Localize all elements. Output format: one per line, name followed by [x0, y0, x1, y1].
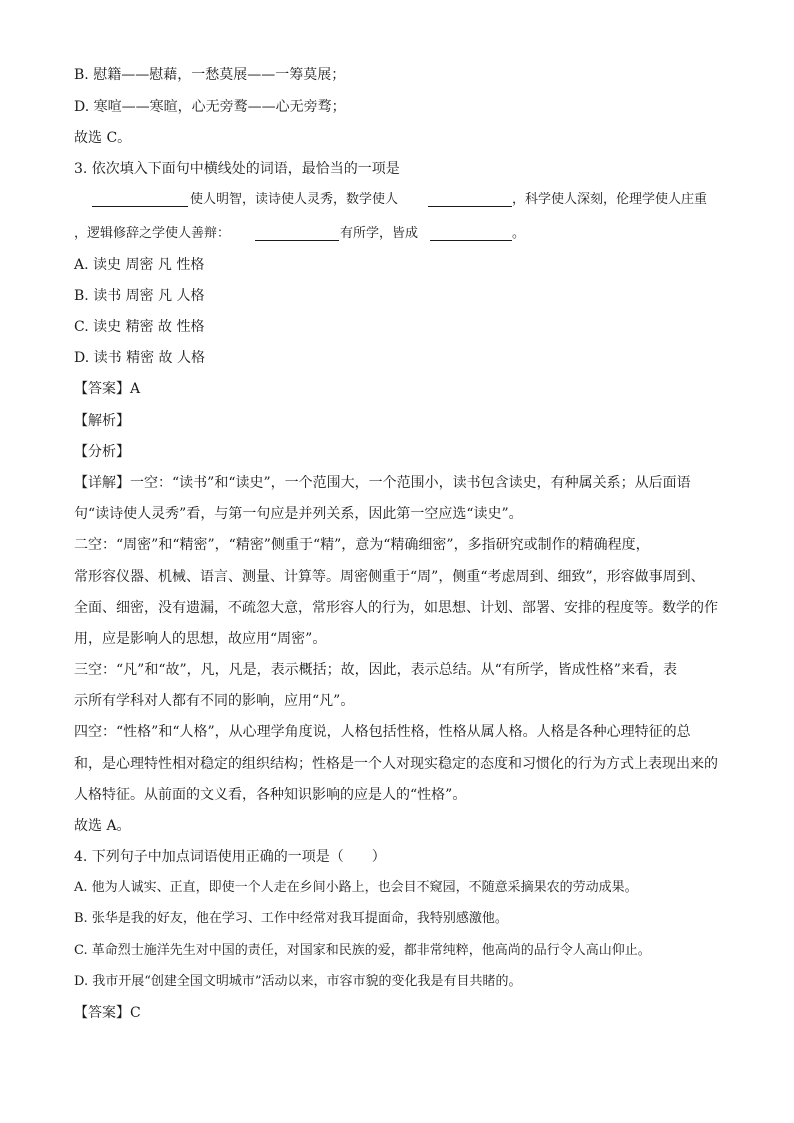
q4-option-c: C. 革命烈士施洋先生对中国的责任，对国家和民族的爱，都非常纯粹，他高尚的品行令人高山仰止。 — [74, 943, 651, 958]
q2-conclusion: 故选 C。 — [74, 130, 132, 146]
q3-blank-3 — [255, 240, 339, 241]
q3-detail-line: 和，是心理特性相对稳定的组织结构；性格是一个人对现实稳定的态度和习惯化的行为方式上表现出来的 — [74, 756, 718, 772]
q2-option-b: B. 慰籍——慰藉，一愁莫展——一筹莫展； — [74, 67, 346, 83]
q3-stem: 3. 依次填入下面句中横线处的词语，最恰当的一项是 — [74, 161, 400, 177]
q3-sample-part1: 使人明智，读诗使人灵秀，数学使人 — [190, 192, 399, 207]
q3-blank-1 — [92, 206, 188, 207]
q3-analysis-label: 【解析】 — [74, 413, 130, 429]
q3-option-a: A. 读史 周密 凡 性格 — [74, 257, 205, 273]
q4-option-b: B. 张华是我的好友，他在学习、工作中经常对我耳提面命，我特别感激他。 — [74, 911, 508, 926]
q3-blank-4 — [430, 240, 512, 241]
q4-stem: 4. 下列句子中加点词语使用正确的一项是（ ） — [74, 849, 386, 865]
q3-detail-line: 全面、细密，没有遗漏，不疏忽大意，常形容人的行为，如思想、计划、部署、安排的程度等。数学的作 — [74, 600, 718, 616]
q2-option-d: D. 寒喧——寒暄，心无旁鹜——心无旁骛； — [74, 99, 346, 115]
q3-detail-line: 三空：“凡”和“故”，凡，凡是，表示概括；故，因此，表示总结。从“有所学，皆成性格”来看，表 — [74, 662, 677, 678]
q3-fenxi-label: 【分析】 — [74, 444, 130, 460]
q3-option-d: D. 读书 精密 故 人格 — [74, 350, 205, 366]
q3-detail-line: 二空：“周密”和“精密”，“精密”侧重于“精”，意为“精确细密”，多指研究或制作的精确程度， — [74, 537, 650, 553]
answer-label: 【答案】 — [74, 381, 130, 397]
q3-sample-part5: 。 — [512, 226, 526, 241]
q3-conclusion: 故选 A。 — [74, 818, 131, 834]
q3-detail-line: 用，应是影响人的思想，故应用“周密”。 — [74, 631, 327, 647]
q3-answer — [74, 380, 724, 398]
q3-detail-line: 四空：“性格”和“人格”，从心理学角度说，人格包括性格，性格从属人格。人格是各种心理特征的总 — [74, 724, 691, 740]
q3-detail-line: 句“读诗使人灵秀”看，与第一句应是并列关系，因此第一空应选“读史”。 — [74, 506, 523, 522]
q3-sample-part4: 有所学，皆成 — [340, 226, 419, 241]
q3-blank-2 — [428, 206, 512, 207]
q3-sample-part3: ，逻辑修辞之学使人善辩： — [74, 226, 231, 241]
q4-option-a: A. 他为人诚实、正直，即使一个人走在乡间小路上，也会目不窥园，不随意采摘果农的劳动成果。 — [74, 880, 638, 895]
answer-value: A — [130, 381, 141, 397]
q3-detail-line — [74, 474, 724, 492]
detail-text: 一空：“读书”和“读史”，一个范围大，一个范围小，读书包含读史，有种属关系；从后面语 — [130, 475, 691, 491]
q4-answer — [74, 1004, 724, 1022]
q3-detail-line: 示所有学科对人都有不同的影响，应用“凡”。 — [74, 693, 355, 709]
q3-option-b: B. 读书 周密 凡 人格 — [74, 288, 205, 304]
answer-label: 【答案】 — [74, 1005, 130, 1021]
detail-label: 【详解】 — [74, 475, 130, 491]
q3-option-c: C. 读史 精密 故 性格 — [74, 319, 205, 335]
answer-value: C — [130, 1005, 141, 1021]
q3-detail-line: 常形容仪器、机械、语言、测量、计算等。周密侧重于“周”，侧重“考虑周到、细致”，形容做事周到、 — [74, 569, 705, 585]
q3-detail-line: 人格特征。从前面的文义看，各种知识影响的应是人的“性格”。 — [74, 787, 467, 803]
q3-sample-part2: ，科学使人深刻，伦理学使人庄重 — [512, 192, 708, 207]
q4-option-d: D. 我市开展“创建全国文明城市”活动以来，市容市貌的变化我是有目共睹的。 — [74, 974, 522, 989]
